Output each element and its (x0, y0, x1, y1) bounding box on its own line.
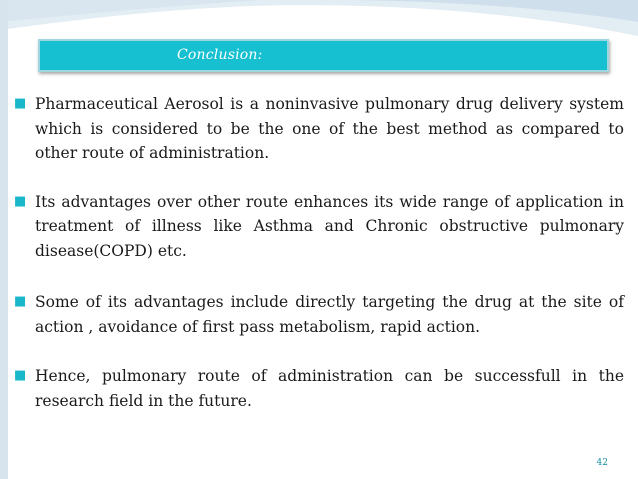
bullet-marker-icon: ■ (14, 294, 27, 309)
bullet-text: Some of its advantages include directly targeting the drug at the site of action , avoidance of first pass metabolism, rapid action. (35, 293, 624, 336)
bullet-marker-icon: ■ (14, 193, 27, 209)
bullet-item (14, 190, 624, 264)
bullet-text: Its advantages over other route enhances its wide range of application in treatment of illness like Asthma and Chronic obstructive pulmonary disease(COPD) etc. (35, 192, 624, 260)
left-edge-bar (0, 0, 8, 479)
bullet-item (14, 364, 624, 413)
bullet-marker-icon: ■ (14, 368, 27, 383)
bullet-list (14, 92, 624, 413)
bullet-text: Pharmaceutical Aerosol is a noninvasive pulmonary drug delivery system which is considered to be the one of the best method as compared to other route of administration. (35, 95, 624, 162)
bullet-item (14, 290, 624, 339)
bullet-marker-icon: ■ (14, 96, 27, 111)
slide-title: Conclusion: (177, 47, 263, 63)
bullet-text: Hence, pulmonary route of administration can be successfull in the research field in the future. (35, 367, 624, 410)
bullet-item (14, 92, 624, 166)
page-number: 42 (596, 458, 608, 468)
title-bar (38, 39, 609, 72)
